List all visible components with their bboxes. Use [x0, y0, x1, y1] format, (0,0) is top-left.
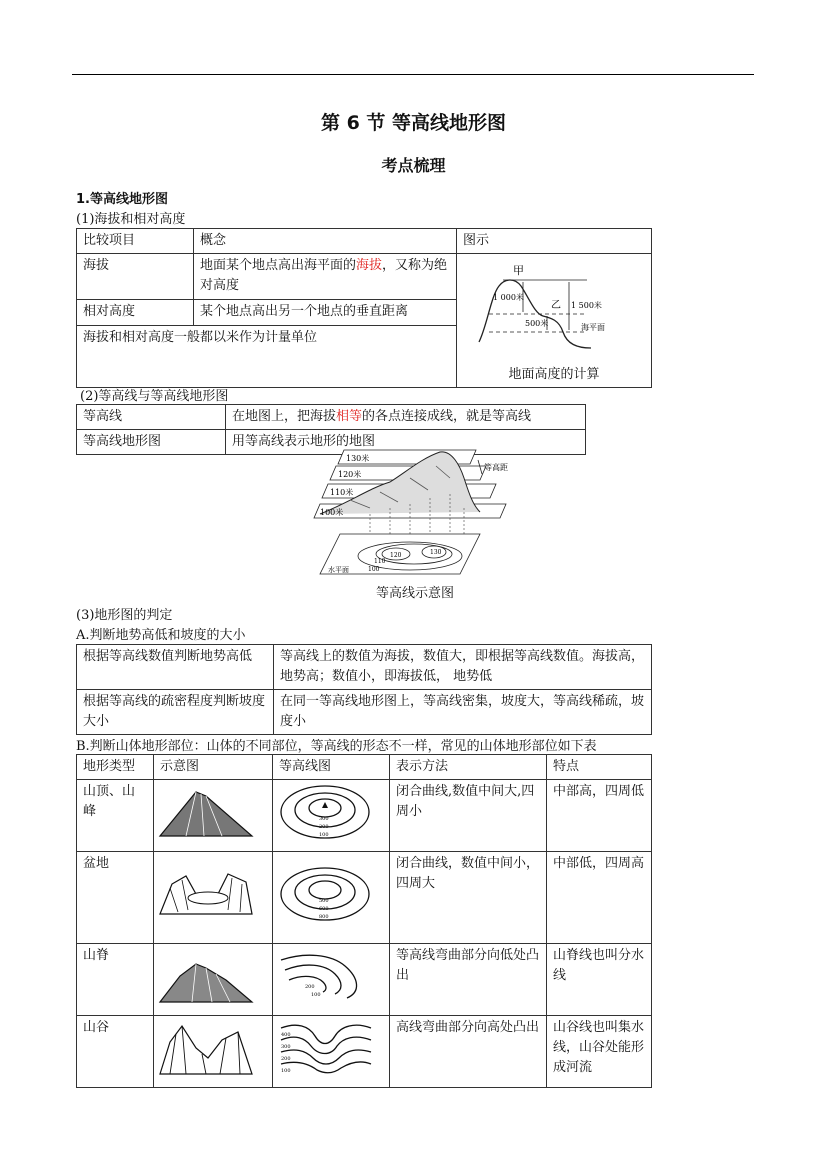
- contour-label: 300: [319, 816, 329, 822]
- figure-caption: 等高线示意图: [375, 586, 454, 601]
- table-cell: 盆地: [77, 852, 154, 944]
- table-cell: 中部高，四周低: [547, 780, 652, 852]
- table-header: 比较项目: [77, 229, 194, 254]
- peak-contour-cell: [273, 780, 390, 852]
- contour-label: 400: [281, 1032, 291, 1038]
- table-cell: 在同一等高线地形图上，等高线密集，坡度大，等高线稀疏，坡度小: [274, 690, 652, 735]
- table-cell: 等高线: [77, 405, 226, 430]
- table-cell: 中部低，四周高: [547, 852, 652, 944]
- contour-label: 800: [319, 914, 329, 920]
- peak-contour: [275, 782, 375, 842]
- table-header: 特点: [547, 755, 652, 780]
- table-cell: 根据等高线的疏密程度判断坡度大小: [77, 690, 274, 735]
- contour-label: 120: [390, 552, 402, 559]
- level-label: 120米: [338, 470, 362, 479]
- contour-label: 200: [281, 1056, 291, 1062]
- table-cell: 山顶、山峰: [77, 780, 154, 852]
- basin-sketch-cell: [154, 852, 273, 944]
- valley-contour: [275, 1018, 375, 1078]
- level-label: 100米: [320, 508, 344, 517]
- valley-contour-cell: [273, 1016, 390, 1088]
- table-cell: 山脊线也叫分水线: [547, 944, 652, 1016]
- contour-label: 110: [374, 558, 386, 565]
- table-header: 等高线图: [273, 755, 390, 780]
- subsection-heading: (1)海拔和相对高度: [76, 212, 186, 227]
- table-header: 表示方法: [390, 755, 547, 780]
- table-cell: 海拔和相对高度一般都以米作为计量单位: [77, 326, 457, 388]
- contour-illustration: [310, 448, 520, 580]
- contour-label: 200: [305, 984, 315, 990]
- label-1500: 1 500米: [571, 301, 602, 310]
- contour-label: 100: [319, 832, 329, 838]
- table-cell: 等高线地形图: [77, 430, 226, 455]
- altitude-table: [76, 228, 652, 388]
- valley-sketch-cell: [154, 1016, 273, 1088]
- basin-contour-cell: [273, 852, 390, 944]
- section-heading: 1.等高线地形图: [76, 192, 168, 207]
- page-title: 第 6 节 等高线地形图: [320, 112, 507, 134]
- contour-label: 300: [281, 1044, 291, 1050]
- terrain-judgement-table: [76, 644, 652, 735]
- subsection-heading: (3)地形图的判定: [76, 608, 173, 623]
- ridge-contour: [275, 946, 375, 1006]
- level-label: 130米: [346, 454, 370, 463]
- table-cell: 某个地点高出另一个地点的垂直距离: [194, 300, 457, 326]
- table-header: 概念: [194, 229, 457, 254]
- level-label: 110米: [330, 488, 354, 497]
- table-cell: 海拔: [77, 254, 194, 300]
- table-header: 示意图: [154, 755, 273, 780]
- contour-label: 100: [281, 1068, 291, 1074]
- contour-label: 100: [368, 566, 380, 573]
- table-cell: 地面某个地点高出海平面的海拔，又称为绝对高度: [194, 254, 457, 300]
- table-header: 图示: [457, 229, 652, 254]
- subsection-heading: A.判断地势高低和坡度的大小: [76, 628, 246, 643]
- subsection-heading: B.判断山体地形部位：山体的不同部位，等高线的形态不一样，常见的山体地形部位如下表: [76, 739, 597, 754]
- figure-caption: 地面高度的计算: [508, 367, 600, 382]
- table-cell: 等高线弯曲部分向低处凸出: [390, 944, 547, 1016]
- ridge-sketch-cell: [154, 944, 273, 1016]
- label-sea: 海平面: [581, 323, 605, 332]
- contour-label: 100: [311, 992, 321, 998]
- table-cell: 闭合曲线,数值中间大,四周小: [390, 780, 547, 852]
- table-cell: 山谷: [77, 1016, 154, 1088]
- table-cell: 山脊: [77, 944, 154, 1016]
- contour-label: 600: [319, 906, 329, 912]
- contour-label: 500: [319, 898, 329, 904]
- altitude-diagram: [459, 256, 647, 358]
- table-header: 地形类型: [77, 755, 154, 780]
- ridge-contour-cell: [273, 944, 390, 1016]
- table-cell: 相对高度: [77, 300, 194, 326]
- table-cell: 在地图上，把海拔相等的各点连接成线，就是等高线: [226, 405, 586, 430]
- interval-label: 等高距: [484, 463, 508, 472]
- landform-table: [76, 754, 652, 1088]
- ridge-sketch: [156, 946, 256, 1006]
- subsection-heading: (2)等高线与等高线地形图: [80, 389, 229, 404]
- contour-label: 200: [319, 824, 329, 830]
- label-jia: 甲: [513, 264, 524, 277]
- label-500: 500米: [525, 319, 549, 328]
- table-cell: 等高线上的数值为海拔，数值大，即根据等高线数值。海拔高，地势高；数值小，即海拔低， 地势低: [274, 645, 652, 690]
- table-cell: 根据等高线数值判断地势高低: [77, 645, 274, 690]
- header-rule: [72, 74, 754, 75]
- table-cell: 高线弯曲部分向高处凸出: [390, 1016, 547, 1088]
- label-yi: 乙: [551, 300, 561, 311]
- contour-label: 130: [430, 549, 442, 556]
- table-cell: 用等高线表示地形的地图: [226, 430, 586, 455]
- table-cell: 闭合曲线，数值中间小，四周大: [390, 852, 547, 944]
- basin-sketch: [156, 854, 256, 934]
- peak-sketch: [156, 782, 256, 842]
- basin-contour: [275, 854, 375, 934]
- label-1000: 1 000米: [493, 293, 524, 302]
- section-subtitle: 考点梳理: [381, 156, 446, 175]
- altitude-figure-cell: [457, 254, 652, 388]
- valley-sketch: [156, 1018, 256, 1078]
- peak-sketch-cell: [154, 780, 273, 852]
- table-cell: 山谷线也叫集水线，山谷处能形成河流: [547, 1016, 652, 1088]
- base-label: 水平面: [328, 566, 349, 574]
